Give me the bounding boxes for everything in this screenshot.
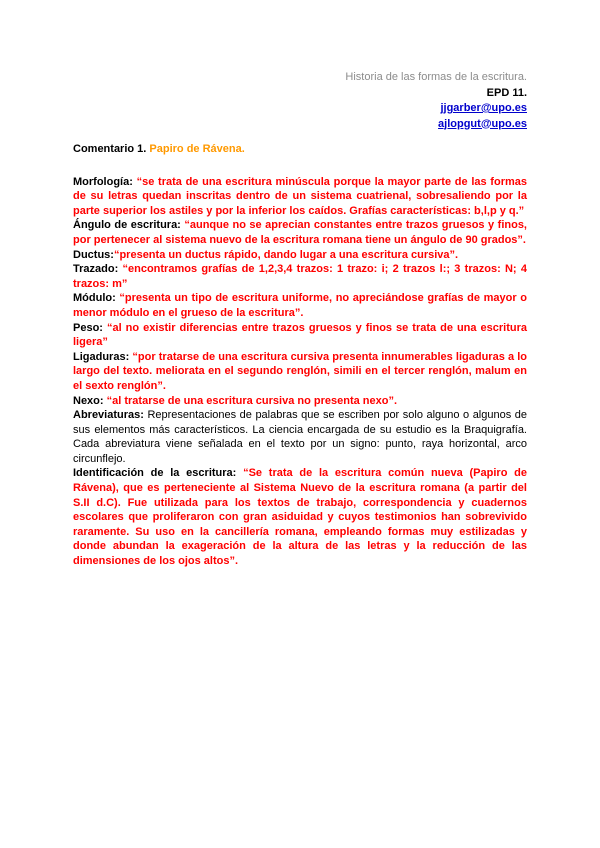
comment-label: Comentario 1.	[73, 143, 147, 155]
section-label: Morfología:	[73, 175, 133, 188]
epd-number: EPD 11.	[486, 86, 527, 99]
section-label: Nexo:	[73, 394, 104, 407]
section-abreviaturas	[73, 408, 527, 466]
section-text: “presenta un ductus rápido, dando lugar a una escritura cursiva”.	[113, 248, 459, 261]
section-morfologia	[73, 175, 527, 219]
section-text: “aunque no se aprecian constantes entre trazos gruesos y finos, por pertenecer al sistema nuevo de la escritura romana tiene un ángulo de 90 grados”.	[73, 219, 527, 246]
section-text: “se trata de una escritura minúscula porque la mayor parte de las formas de su letras quedan inscritas dentro de un sistema cuatrienal, sobresaliendo por la parte superior los astiles y por la inferior los caídos. Grafías características: b,l,p y q.”	[73, 175, 527, 217]
course-title: Historia de las formas de la escritura.	[345, 71, 527, 83]
section-peso	[73, 321, 527, 350]
section-label: Abreviaturas:	[73, 409, 144, 422]
email-link-1[interactable]: jjgarber@upo.es	[440, 102, 527, 114]
comment-title: Papiro de Rávena.	[149, 143, 245, 155]
section-text: “por tratarse de una escritura cursiva presenta innumerables ligaduras a lo largo del texto. meliorata en el segundo renglón, simili en el tercer renglón, malum en el sexto renglón”.	[73, 350, 528, 392]
section-label: Peso:	[73, 321, 103, 334]
section-label: Ángulo de escritura:	[73, 219, 181, 232]
section-text: “presenta un tipo de escritura uniforme, no apreciándose grafías de mayor o menor módulo en el grueso de la escritura”.	[73, 292, 527, 319]
section-modulo	[73, 291, 527, 320]
section-nexo	[73, 394, 527, 409]
email-link-2[interactable]: ajlopgut@upo.es	[438, 117, 527, 130]
section-ligaduras	[73, 350, 527, 394]
comment-heading	[73, 142, 527, 157]
section-text: “al no existir diferencias entre trazos gruesos y finos se trata de una escritura ligera”	[73, 321, 527, 349]
document-body	[73, 142, 527, 569]
section-ductus	[73, 248, 527, 263]
section-text: “Se trata de la escritura común nueva (Papiro de Rávena), que es perteneciente al Sistema Nuevo de la escritura romana (a partir del S.II d.C). Fue utilizada para los textos de trabajo, correspondencia y cuadernos escolares que proliferaron con gran asiduidad y cuyos testimonios han sobrevivido raramente. Su uso en la cancillería romana, empleando formas muy estilizadas y donde abundan la exageración de la altura de las letras y la reducción de las dimensiones de los ojos altos”.	[73, 467, 528, 568]
section-label: Módulo:	[73, 292, 116, 305]
section-trazado	[73, 262, 527, 291]
document-header	[345, 70, 527, 132]
section-text: “encontramos grafías de 1,2,3,4 trazos: 1 trazo: i; 2 trazos l:; 3 trazos: N; 4 trazos: m”	[73, 263, 527, 290]
section-label: Ligaduras:	[73, 350, 130, 363]
section-text: “al tratarse de una escritura cursiva no presenta nexo”.	[106, 394, 398, 407]
section-text: Representaciones de palabras que se escriben por solo alguno o algunos de sus elementos más característicos. La ciencia encargada de su estudio es la Braquigrafía. Cada abreviatura viene señalada en el texto por un signo: punto, raya horizontal, arco circunflejo.	[73, 409, 527, 465]
section-label: Ductus:	[73, 248, 114, 261]
section-label: Identificación de la escritura:	[73, 467, 237, 480]
section-identificacion	[73, 466, 527, 568]
section-angulo	[73, 218, 527, 247]
section-label: Trazado:	[73, 263, 119, 276]
